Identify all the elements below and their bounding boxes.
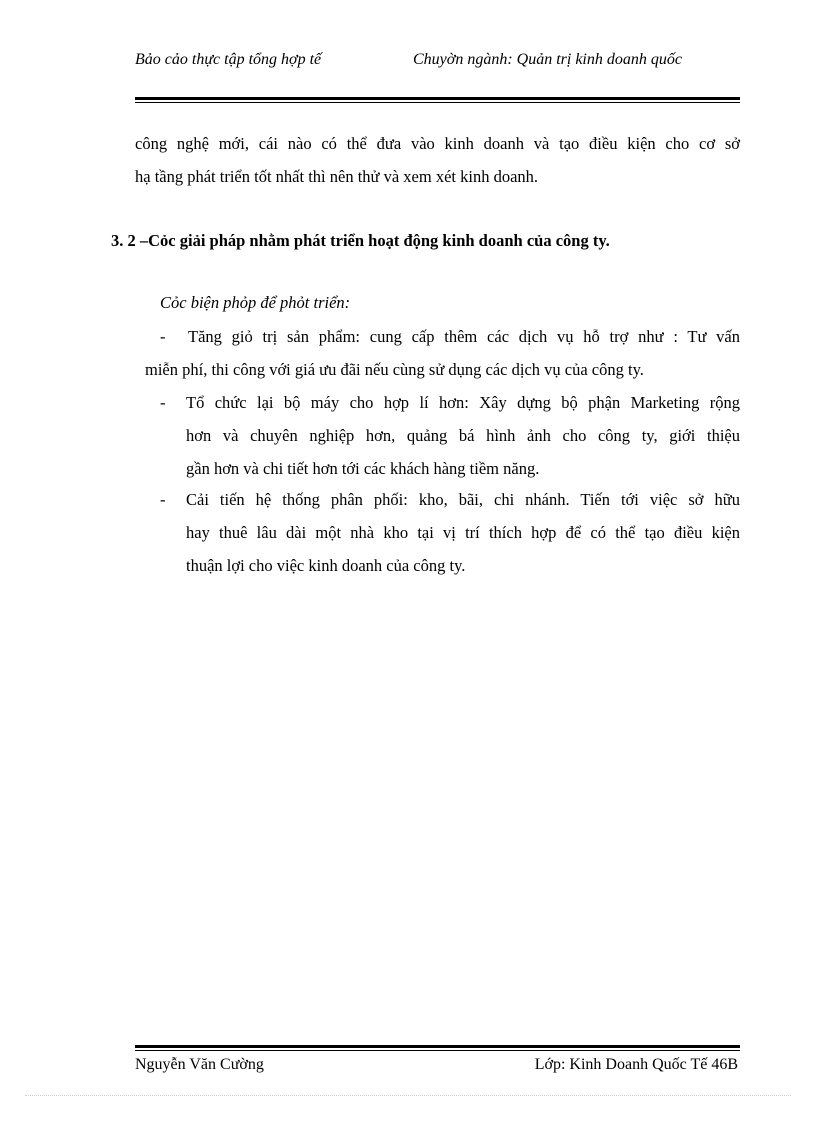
page-bottom-border <box>25 1095 791 1096</box>
list-item-line: miễn phí, thi công với giá ưu đãi nếu cùng sử dụng các dịch vụ của công ty. <box>145 360 644 379</box>
header-rule-thin <box>135 102 740 103</box>
subheading: Cỏc biện phỏp để phỏt triển: <box>160 293 351 312</box>
paragraph-line: hạ tầng phát triển tốt nhất thì nên thử và xem xét kinh doanh. <box>135 167 539 186</box>
header-right-title: Chuyờn ngành: Quản trị kinh doanh quốc <box>413 51 682 68</box>
header-left-title: Bảo cảo thực tập tổng hợp tế <box>135 51 322 68</box>
list-item-line: gần hơn và chi tiết hơn tới các khách hàng tiềm năng. <box>186 459 540 478</box>
footer-rule-thin <box>135 1050 740 1051</box>
header-rule-thick <box>135 97 740 100</box>
list-item-line: thuận lợi cho việc kinh doanh của công ty. <box>186 556 466 575</box>
footer-rule-thick <box>135 1045 740 1048</box>
bullet-dash: - <box>160 327 166 346</box>
bullet-dash: - <box>160 393 166 412</box>
footer-class: Lớp: Kinh Doanh Quốc Tế 46B <box>534 1056 738 1073</box>
footer-author: Nguyễn Văn Cường <box>135 1056 264 1073</box>
list-item-line: Tổ chức lại bộ máy cho hợp lí hơn: Xây dựng bộ phận Marketing rộng <box>186 393 740 412</box>
list-item-line: Cải tiến hệ thống phân phối: kho, bãi, chi nhánh. Tiến tới việc sở hữu <box>186 490 740 509</box>
list-item-line: Tăng giỏ trị sản phẩm: cung cấp thêm các dịch vụ hỗ trợ như : Tư vấn <box>188 327 740 346</box>
bullet-dash: - <box>160 490 166 509</box>
paragraph-line: công nghệ mới, cái nào có thể đưa vào kinh doanh và tạo điều kiện cho cơ sở <box>135 134 740 153</box>
list-item-line: hay thuê lâu dài một nhà kho tại vị trí thích hợp để có thể tạo điều kiện <box>186 523 740 542</box>
section-heading: 3. 2 –Cỏc giải pháp nhằm phát triển hoạt động kinh doanh của công ty. <box>111 231 610 250</box>
list-item-line: hơn và chuyên nghiệp hơn, quảng bá hình ảnh cho công ty, giới thiệu <box>186 426 740 445</box>
